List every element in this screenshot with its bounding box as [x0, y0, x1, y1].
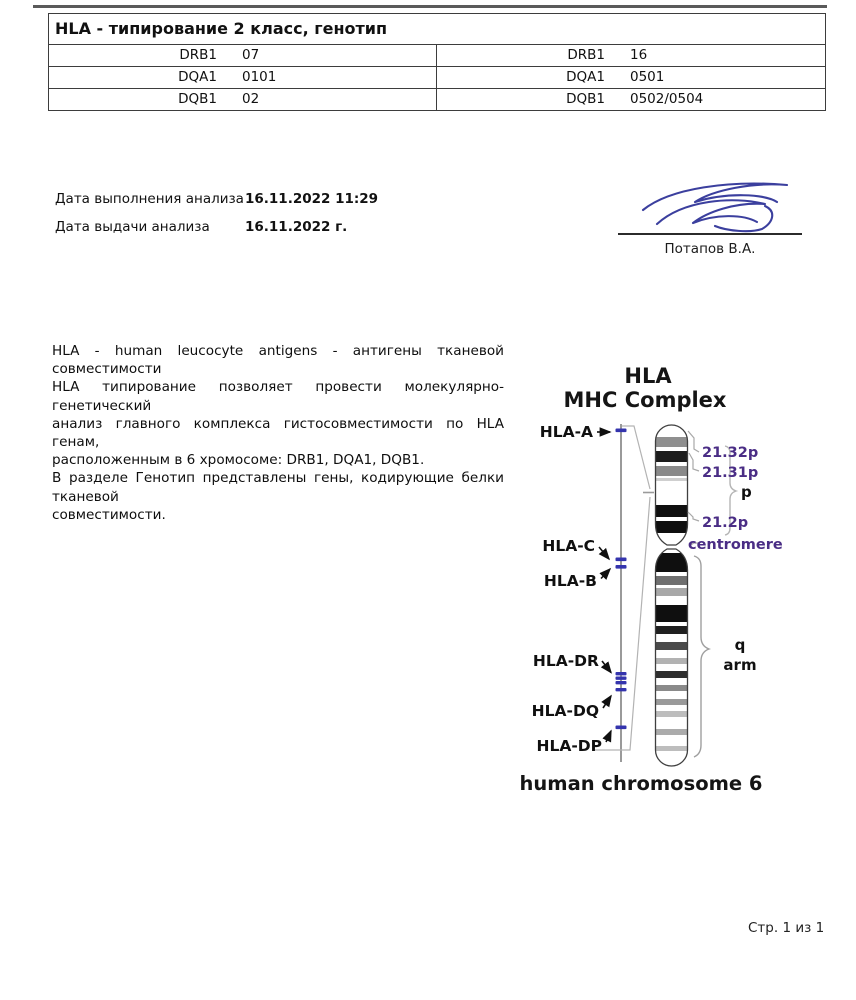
gene-value: 02: [242, 91, 260, 107]
table-cell-group: [49, 45, 437, 66]
info-line: HLA - human leucocyte antigens - антигены тканевой совместимости: [52, 343, 504, 378]
performed-date-value: 16.11.2022 11:29: [245, 191, 379, 207]
dates-block: [55, 190, 378, 246]
hla-a-marker: [616, 429, 627, 433]
table-cell-group: [437, 67, 825, 88]
gene-value: 0101: [242, 69, 277, 85]
q-arm-brace: [694, 556, 709, 757]
gene-region-line: [595, 424, 654, 762]
issued-date-value: 16.11.2022 г.: [245, 219, 348, 235]
info-line: расположенным в 6 хромосоме: DRB1, DQA1, DQB1.: [52, 452, 425, 469]
diagram-title-line2: MHC Complex: [563, 388, 727, 412]
diagram-caption: human chromosome 6: [520, 772, 763, 795]
performed-date-row: [55, 190, 378, 218]
top-divider: [33, 5, 827, 8]
table-title: HLA - типирование 2 класс, генотип: [49, 14, 825, 45]
gene-value: 16: [630, 47, 648, 63]
info-line: анализ главного комплекса гистосовместимости по HLA генам,: [52, 415, 504, 451]
hla-dr-label: HLA-DR: [532, 652, 599, 670]
gene-label: DRB1: [567, 47, 605, 63]
hla-dr-marker: [616, 672, 627, 675]
gene-value: 0502/0504: [630, 91, 704, 107]
hla-dq-marker: [616, 688, 627, 691]
performed-date-label: Дата выполнения анализа: [55, 191, 244, 207]
q-arm-label-arm: arm: [723, 656, 757, 674]
hla-dp-label: HLA-DP: [536, 737, 602, 755]
table-cell-group: [437, 45, 825, 66]
hla-a-label: HLA-A: [539, 423, 593, 441]
table-row: [49, 67, 825, 89]
info-line: совместимости.: [52, 506, 166, 523]
hla-b-label: HLA-B: [543, 572, 597, 590]
info-paragraph: [52, 342, 504, 524]
genotype-table: [48, 13, 826, 111]
signature-scribble: [615, 178, 805, 238]
table-cell-group: [437, 89, 825, 110]
band-21-2p-label: 21.2p: [702, 515, 749, 531]
gene-arrows: [597, 432, 611, 742]
gene-label: DQB1: [178, 91, 217, 107]
band-21-31p-label: 21.31p: [702, 465, 759, 481]
hla-c-label: HLA-C: [542, 537, 595, 555]
hla-chromosome-diagram: [520, 355, 832, 805]
band-21-32p-label: 21.32p: [702, 445, 759, 461]
table-cell-group: [49, 89, 437, 110]
gene-label: DRB1: [179, 47, 217, 63]
issued-date-row: [55, 218, 378, 246]
hla-c-marker: [616, 558, 627, 562]
band-connectors: [688, 431, 699, 546]
hla-b-marker: [616, 565, 627, 569]
chromosome-6: [655, 425, 688, 766]
q-arm-label-q: q: [734, 636, 746, 654]
hla-dr-marker: [616, 677, 627, 680]
gene-label: DQA1: [178, 69, 217, 85]
gene-label: DQB1: [566, 91, 605, 107]
info-line: HLA типирование позволяет провести молекулярно-генетический: [52, 379, 504, 414]
table-row: [49, 89, 825, 110]
issued-date-label: Дата выдачи анализа: [55, 219, 210, 235]
hla-dp-marker: [616, 726, 627, 730]
info-line: В разделе Генотип представлены гены, кодирующие белки тканевой: [52, 470, 504, 505]
hla-dr-marker: [616, 681, 627, 684]
table-row: [49, 45, 825, 67]
table-cell-group: [49, 67, 437, 88]
signature-name: Потапов В.А.: [664, 241, 756, 257]
centromere-label: centromere: [688, 537, 783, 553]
gene-value: 0501: [630, 69, 665, 85]
page-indicator: Стр. 1 из 1: [748, 920, 825, 936]
gene-label: DQA1: [566, 69, 605, 85]
signature-line: [618, 233, 802, 235]
diagram-title-line1: HLA: [624, 364, 672, 388]
gene-value: 07: [242, 47, 260, 63]
hla-dq-label: HLA-DQ: [531, 702, 599, 720]
p-arm-label: p: [741, 483, 752, 501]
